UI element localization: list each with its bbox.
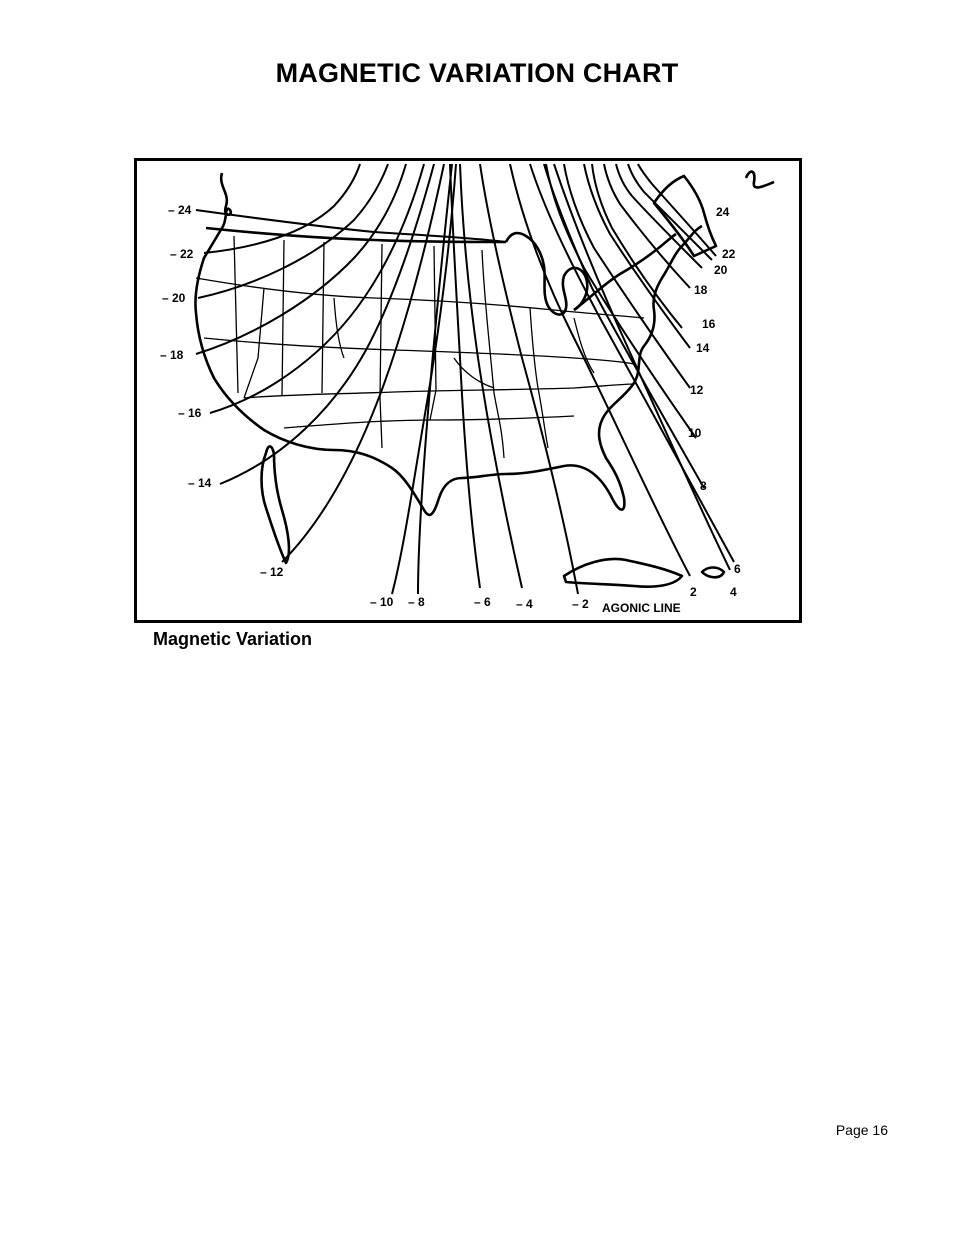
label-20: 20: [714, 263, 728, 277]
label-minus-22: – 22: [170, 247, 194, 261]
label-minus-18: – 18: [160, 348, 184, 362]
label-6: 6: [734, 562, 741, 576]
magnetic-variation-map: [134, 158, 802, 623]
label-10: 10: [688, 426, 702, 440]
label-minus-12: – 12: [260, 565, 284, 579]
label-minus-24: – 24: [168, 203, 192, 217]
figure-caption: Magnetic Variation: [153, 629, 313, 649]
label-minus-16: – 16: [178, 406, 202, 420]
label-minus-2: – 2: [572, 597, 589, 611]
label-16: 16: [702, 317, 716, 331]
label-minus-6: – 6: [474, 595, 491, 609]
label-minus-20: – 20: [162, 291, 186, 305]
page-title: MAGNETIC VARIATION CHART: [275, 58, 679, 88]
map-figure: [134, 158, 802, 623]
agonic-line-label: AGONIC LINE: [602, 601, 681, 615]
label-minus-8: – 8: [408, 595, 425, 609]
label-minus-4: – 4: [516, 597, 533, 611]
label-minus-14: – 14: [188, 476, 212, 490]
label-2: 2: [690, 585, 697, 599]
label-22: 22: [722, 247, 736, 261]
label-4: 4: [730, 585, 737, 599]
label-18: 18: [694, 283, 708, 297]
label-14: 14: [696, 341, 710, 355]
label-8: 8: [700, 479, 707, 493]
page-number: Page 16: [835, 1122, 888, 1138]
label-12: 12: [690, 383, 704, 397]
label-minus-10: – 10: [370, 595, 394, 609]
label-24: 24: [716, 205, 730, 219]
